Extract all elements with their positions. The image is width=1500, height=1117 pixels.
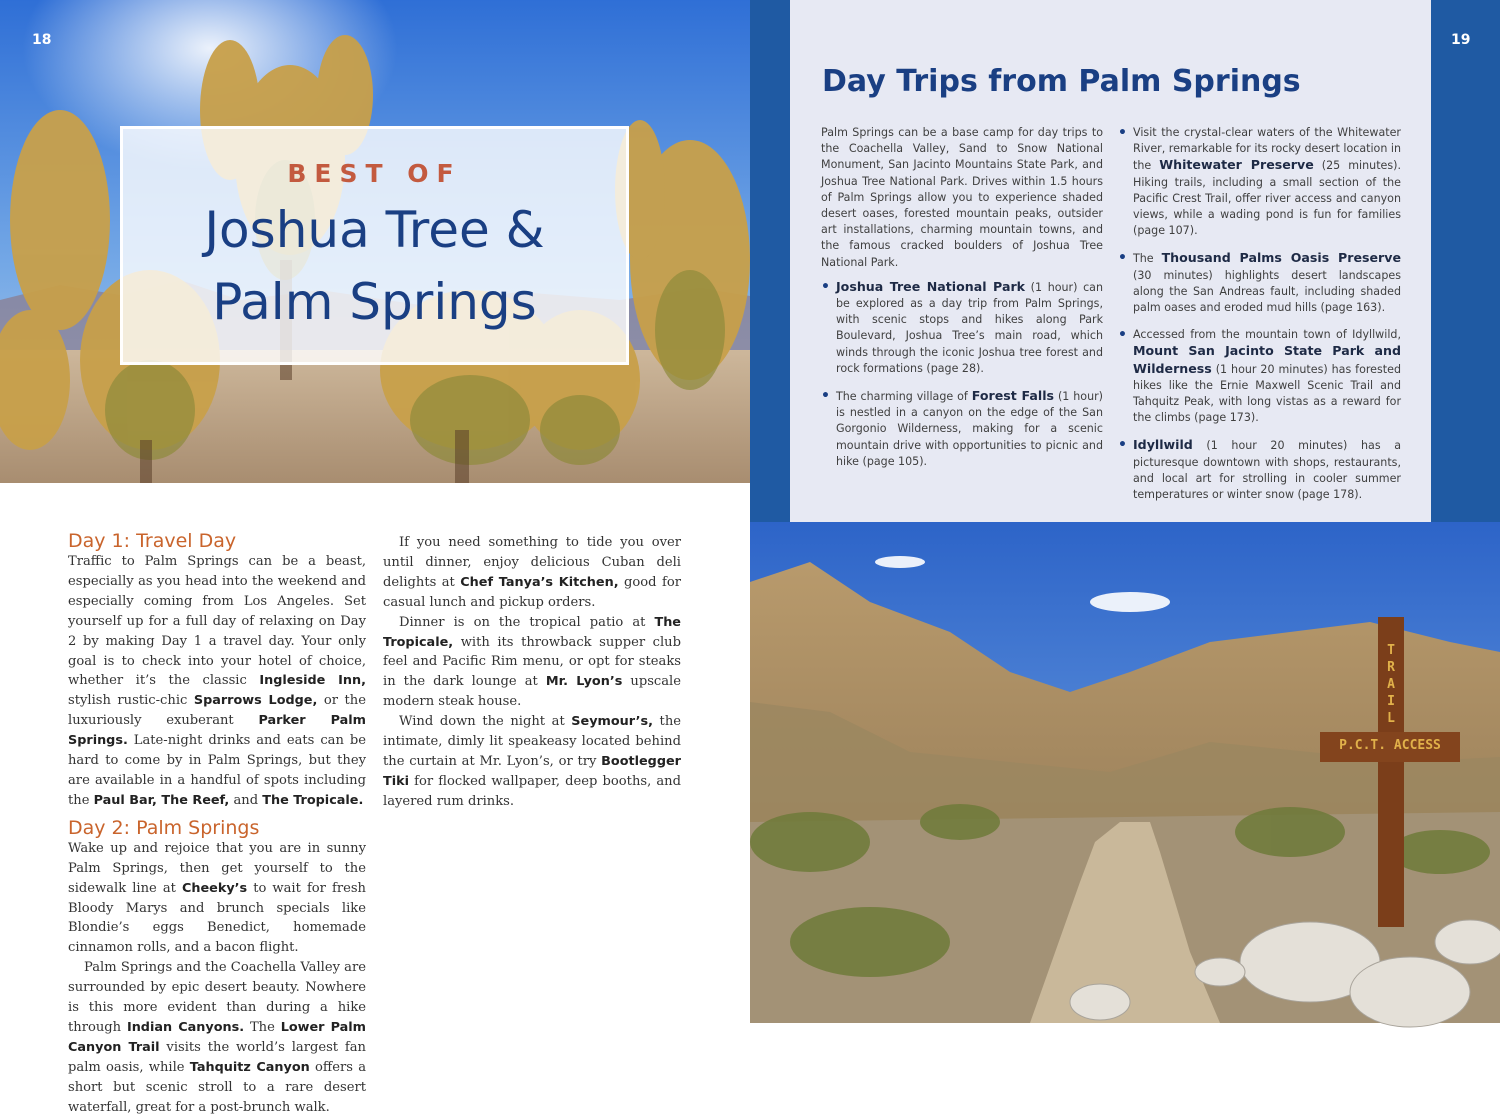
day-trip-item <box>1118 437 1401 503</box>
day1-heading: Day 1: Travel Day <box>68 530 237 552</box>
trail-photo <box>750 522 1500 1023</box>
hero-title-box <box>120 126 629 365</box>
text-run: (1 hour 20 minutes) has a picturesque downtown with shops, restaurants, and local art for strolling in cooler summer temperatures or winter snow (page 178). <box>1133 439 1401 502</box>
text-run: good for casual lunch and pickup orders. <box>383 574 681 610</box>
text-run: upscale modern steak house. <box>383 674 681 710</box>
place-mr-lyons: Mr. Lyon’s <box>545 674 623 690</box>
place-bootlegger-tiki: Bootlegger Tiki <box>383 753 681 789</box>
body-column-2 <box>383 533 681 812</box>
text-run: (25 minutes). Hiking trails, including a small section of the Pacific Crest Trail, offer river access and canyon views, while a wading pond is fun for families (page 107). <box>1133 159 1401 238</box>
day2-paragraph-5 <box>383 712 681 812</box>
place-whitewater-preserve: Whitewater Preserve <box>1159 157 1314 173</box>
hero-title-line-1: Joshua Tree & <box>204 201 545 259</box>
day2-paragraph-4 <box>383 613 681 713</box>
day2-heading: Day 2: Palm Springs <box>68 816 260 839</box>
place-sparrows-lodge: Sparrows Lodge, <box>193 693 318 709</box>
place-joshua-tree: Joshua Tree National Park <box>836 278 1026 294</box>
hero-title <box>123 194 626 338</box>
place-cheekys: Cheeky’s <box>181 880 248 896</box>
place-chef-tanyas: Chef Tanya’s Kitchen, <box>460 574 619 590</box>
text-run: (1 hour 20 minutes) has forested hikes like the Ernie Maxwell Scenic Trail and Tahquitz Peak, with long vistas as a reward for the climbs (page 173). <box>1133 362 1401 425</box>
text-run: or the luxuriously exuberant <box>68 693 366 729</box>
day-trips-panel <box>790 0 1431 522</box>
place-mount-san-jacinto: Mount San Jacinto State Park and Wilderness <box>1133 343 1401 376</box>
place-tahquitz-canyon: Tahquitz Canyon <box>189 1059 310 1075</box>
day1-paragraph <box>68 552 366 811</box>
place-thousand-palms: Thousand Palms Oasis Preserve <box>1161 250 1401 266</box>
day-trip-item <box>821 279 1103 377</box>
place-seymours: Seymour’s, <box>571 714 653 730</box>
day-trips-list-1 <box>821 279 1103 470</box>
hero-cholla-photo <box>0 0 750 483</box>
text-run: Wake up and rejoice that you are in sunny Palm Springs, then get yourself to the sidewalk line at <box>68 840 366 896</box>
body-column-1 <box>68 530 366 1117</box>
right-page <box>750 0 1500 1023</box>
text-run: The <box>1133 252 1162 266</box>
page-number-right: 19 <box>1451 32 1471 48</box>
text-run: Late-night drinks and eats can be hard to come by in Palm Springs, but they are available in a handful of spots including the <box>68 733 366 808</box>
day-trip-item <box>1118 327 1401 426</box>
day2-paragraph-1 <box>68 839 366 958</box>
text-run: (30 minutes) highlights desert landscapes along the San Andreas fault, including shaded palm oases and eroded mud hills (page 163). <box>1133 268 1401 315</box>
day2-paragraph-2 <box>68 958 366 1117</box>
pct-trail-illustration <box>750 522 1500 1023</box>
text-run: and <box>229 792 263 808</box>
place-paul-bar-reef: Paul Bar, The Reef, <box>93 792 230 808</box>
day-trips-intro: Palm Springs can be a base camp for day trips to the Coachella Valley, Sand to Snow National Monument, San Jacinto Mountains State Park, and Joshua Tree National Park. Drives within 1.5 hours of Palm Springs allow you to experience shaded desert oases, forested mountain peaks, outsider art installations, charming mountain towns, and the famous cracked boulders of Joshua Tree National Park. <box>821 126 1103 269</box>
pct-access-sign-text: P.C.T. ACCESS <box>1339 738 1441 753</box>
text-run: the intimate, dimly lit speakeasy located behind the curtain at Mr. Lyon’s, or try <box>383 714 682 769</box>
place-tropicale: The Tropicale. <box>262 792 364 808</box>
place-idyllwild: Idyllwild <box>1133 437 1193 453</box>
place-forest-falls: Forest Falls <box>971 388 1055 404</box>
text-run: (1 hour) is nestled in a canyon on the edge of the San Gorgonio Wilderness, making for a scenic mountain drive with opportunities to picnic and hike (page 105). <box>836 390 1104 468</box>
place-indian-canyons: Indian Canyons. <box>126 1019 245 1035</box>
hero-title-line-2: Palm Springs <box>212 273 537 331</box>
day-trip-item <box>821 388 1103 470</box>
left-page <box>0 0 750 1115</box>
text-run: Accessed from the mountain town of Idyllwild, <box>1133 328 1401 342</box>
text-run: Wind down the night at <box>399 714 572 730</box>
panel-column-2 <box>1118 125 1401 514</box>
day-trip-item <box>1118 125 1401 239</box>
text-run: stylish rustic-chic <box>68 693 194 709</box>
text-run: Dinner is on the tropical patio at <box>399 614 655 630</box>
text-run: Visit the crystal-clear waters of the Whitewater River, remarkable for its rocky desert location in the <box>1133 126 1402 173</box>
text-run: Traffic to Palm Springs can be a beast, especially as you head into the weekend and especially coming from Los Angeles. Set yourself up for a full day of relaxing on Day 2 by making Day 1 a travel day. Your only goal is to check into your hotel of choice, whether it’s the classic <box>68 554 366 689</box>
day-trip-item <box>1118 250 1401 316</box>
text-run: (1 hour) can be explored as a day trip from Palm Springs, with scenic stops and hikes along Park Boulevard, Joshua Tree’s main road, which winds through the iconic Joshua tree forest and rock formations (page 28). <box>836 280 1103 375</box>
text-run: The <box>244 1019 281 1035</box>
panel-column-1 <box>821 125 1103 481</box>
day-trips-list-2 <box>1118 125 1401 503</box>
place-lower-palm-canyon: Lower Palm Canyon Trail <box>68 1019 367 1055</box>
text-run: The charming village of <box>836 390 972 404</box>
text-run: offers a short but scenic stroll to a rare desert waterfall, great for a post-brunch walk. <box>68 1059 367 1115</box>
text-run: for flocked wallpaper, deep booths, and layered rum drinks. <box>383 773 681 809</box>
place-parker: Parker Palm Springs. <box>68 713 366 749</box>
hero-kicker: BEST OF <box>287 159 462 188</box>
day2-paragraph-3 <box>383 533 681 613</box>
text-run: visits the world’s largest fan palm oasis, while <box>68 1039 366 1075</box>
text-run: Palm Springs and the Coachella Valley are surrounded by epic desert beauty. Nowhere is this more evident than during a hike through <box>68 960 366 1035</box>
text-run: If you need something to tide you over until dinner, enjoy delicious Cuban deli delights at <box>383 535 681 590</box>
trail-post-text: TRAIL <box>1387 643 1395 726</box>
place-ingleside-inn: Ingleside Inn, <box>259 673 366 689</box>
text-run: with its throwback supper club feel and Pacific Rim menu, or opt for steaks in the dark lounge at <box>383 634 681 690</box>
page-number-left: 18 <box>32 32 52 48</box>
text-run: to wait for fresh Bloody Marys and brunch specials like Blondie’s eggs Benedict, homemade cinnamon rolls, and a bacon flight. <box>68 880 366 956</box>
place-the-tropicale: The Tropicale, <box>383 614 681 650</box>
day-trips-title: Day Trips from Palm Springs <box>822 64 1301 99</box>
